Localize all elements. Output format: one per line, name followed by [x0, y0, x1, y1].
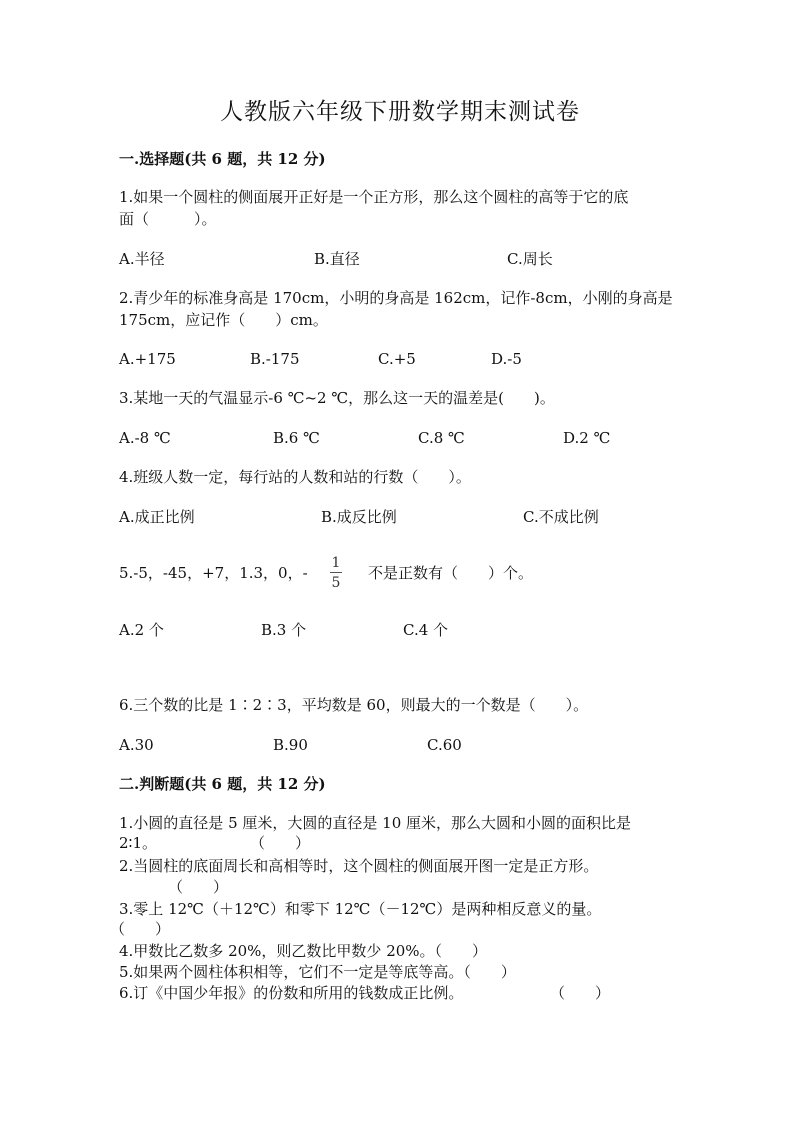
question-2-line-2: 175cm，应记作（ ）cm。 [119, 311, 328, 329]
question-3-option-c[interactable]: C.8 ℃ [418, 429, 465, 447]
question-1-option-c[interactable]: C.周长 [507, 250, 553, 268]
judgement-4-line-1: 4.甲数比乙数多 20%，则乙数比甲数少 20%。（ ） [119, 942, 488, 960]
question-3-line-1: 3.某地一天的气温显示-6 ℃~2 ℃，那么这一天的温差是( )。 [119, 389, 555, 407]
question-2-option-d[interactable]: D.-5 [491, 350, 522, 368]
question-1-option-b[interactable]: B.直径 [314, 250, 360, 268]
fraction-bar [330, 572, 342, 573]
question-4-option-a[interactable]: A.成正比例 [119, 508, 195, 526]
question-2-option-a[interactable]: A.+175 [119, 350, 176, 368]
judgement-1-line-2: 2∶1。 [119, 834, 157, 852]
question-2-line-1: 2.青少年的标准身高是 170cm，小明的身高是 162cm，记作-8cm，小刚的身高是 [119, 289, 673, 307]
question-6-option-a[interactable]: A.30 [119, 736, 154, 754]
question-1-line-2: 面（ ）。 [119, 210, 217, 228]
question-5-option-b[interactable]: B.3 个 [261, 621, 307, 639]
question-6-option-b[interactable]: B.90 [273, 736, 308, 754]
judgement-5-line-1: 5.如果两个圆柱体积相等，它们不一定是等底等高。（ ） [119, 963, 516, 981]
judgement-3-answer-blank[interactable]: （ ） [110, 920, 171, 938]
question-4-option-b[interactable]: B.成反比例 [321, 508, 397, 526]
question-2-option-c[interactable]: C.+5 [378, 350, 416, 368]
question-3-option-b[interactable]: B.6 ℃ [273, 429, 320, 447]
page-title: 人教版六年级下册数学期末测试卷 [220, 99, 580, 125]
fraction-denominator: 5 [331, 575, 341, 591]
question-6-option-c[interactable]: C.60 [427, 736, 462, 754]
question-5-option-c[interactable]: C.4 个 [403, 621, 449, 639]
judgement-1-answer-blank[interactable]: （ ） [250, 834, 311, 852]
question-1-option-a[interactable]: A.半径 [119, 250, 165, 268]
section-heading-judgement: 二.判断题(共 6 题，共 12 分) [119, 775, 326, 793]
judgement-1-line-1: 1.小圆的直径是 5 厘米，大圆的直径是 10 厘米，那么大圆和小圆的面积比是 [119, 814, 632, 832]
question-4-option-c[interactable]: C.不成比例 [523, 508, 599, 526]
judgement-6-line-1: 6.订《中国少年报》的份数和所用的钱数成正比例。 [119, 984, 464, 1002]
question-5-prefix: 5.-5，-45，+7，1.3，0，- [119, 564, 308, 582]
question-1-line-1: 1.如果一个圆柱的侧面展开正好是一个正方形，那么这个圆柱的高等于它的底 [119, 188, 629, 206]
fraction-numerator: 1 [331, 555, 341, 571]
judgement-3-line-1: 3.零上 12℃（＋12℃）和零下 12℃（－12℃）是两种相反意义的量。 [119, 900, 602, 918]
question-6-line-1: 6.三个数的比是 1∶2∶3，平均数是 60，则最大的一个数是（ ）。 [119, 696, 589, 714]
question-3-option-a[interactable]: A.-8 ℃ [119, 429, 171, 447]
question-2-option-b[interactable]: B.-175 [250, 350, 300, 368]
question-5-suffix: 不是正数有（ ）个。 [368, 564, 534, 582]
fraction-one-fifth [326, 555, 346, 591]
question-5-option-a[interactable]: A.2 个 [119, 621, 164, 639]
judgement-6-answer-blank[interactable]: （ ） [550, 984, 611, 1002]
judgement-2-answer-blank[interactable]: （ ） [168, 878, 229, 896]
question-4-line-1: 4.班级人数一定，每行站的人数和站的行数（ ）。 [119, 468, 471, 486]
question-3-option-d[interactable]: D.2 ℃ [563, 429, 611, 447]
section-heading-choice: 一.选择题(共 6 题，共 12 分) [119, 150, 326, 168]
judgement-2-line-1: 2.当圆柱的底面周长和高相等时，这个圆柱的侧面展开图一定是正方形。 [119, 857, 599, 875]
